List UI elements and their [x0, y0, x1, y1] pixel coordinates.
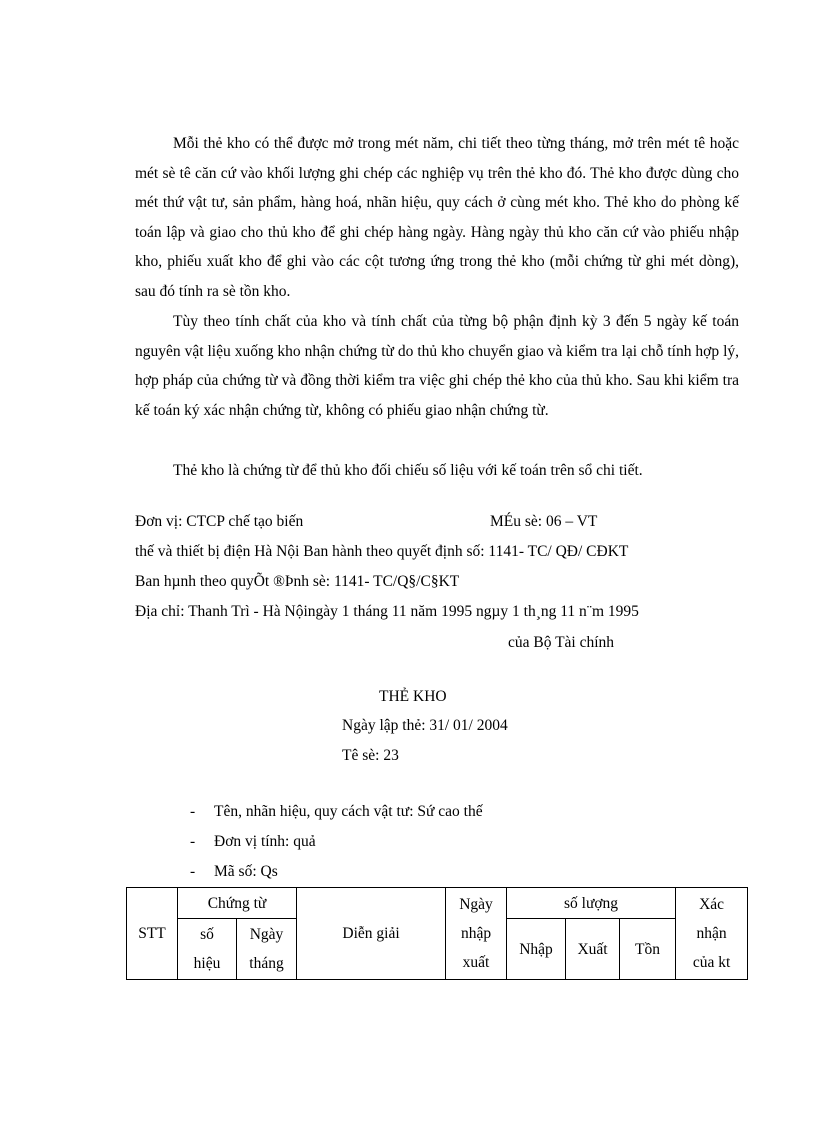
header-stt: STT [127, 888, 178, 980]
address-line: Địa chỉ: Thanh Trì - Hà Nộingày 1 tháng 11 năm 1995 ngµy 1 th¸ng 11 n¨m 1995 [135, 603, 639, 620]
header-chung-tu: Chứng từ [178, 888, 297, 919]
header-nhap: Nhập [507, 919, 566, 980]
header-so-luong: số lượng [507, 888, 676, 919]
list-item: - Đơn vị tính: quả [190, 833, 316, 850]
header-dien-giai: Diễn giải [297, 888, 446, 980]
item-details-list [190, 800, 483, 890]
header-ngay-nhap-xuat: Ngày nhập xuất [446, 888, 507, 980]
header-ton: Tồn [620, 919, 676, 980]
header-so-hieu: số hiệu [178, 919, 237, 980]
paragraph-stock-card-description: Mỗi thẻ kho có thể được mở trong mét năm, chi tiết theo từng tháng, mở trên mét tê hoặc mét sè tê căn cứ vào khối lượng ghi chép các nghiệp vụ trên thẻ kho đó. Thẻ kho được dùng cho mét thứ vật tư, sản phẩm, hàng hoá, nhãn hiệu, quy cách ở cùng mét kho. Thẻ kho do phòng kế toán lập và giao cho thủ kho để ghi chép hàng ngày. Hàng ngày thủ kho căn cứ vào phiếu nhập kho, phiếu xuất kho để ghi vào các cột tương ứng trong thẻ kho (mỗi chứng từ ghi mét dòng), sau đó tính ra sè tồn kho. [135, 135, 739, 300]
header-xuat: Xuất [566, 919, 620, 980]
form-number: MÉu sè: 06 – VT [490, 513, 598, 530]
card-date: Ngày lập thẻ: 31/ 01/ 2004 [342, 717, 508, 734]
list-item: - Mã số: Qs [190, 863, 278, 880]
list-item: - Tên, nhãn hiệu, quy cách vật tư: Sứ cao thế [190, 803, 483, 820]
issued-by-decision: Ban hµnh theo quyÕt ®Þnh sè: 1141- TC/Q§/C§KT [135, 573, 460, 590]
stock-card-table [126, 887, 748, 980]
paragraph-reconciliation: Thẻ kho là chứng từ để thủ kho đối chiếu số liệu với kế toán trên sổ chi tiết. [173, 462, 643, 479]
header-xac-nhan: Xác nhận của kt [676, 888, 748, 980]
unit-name: Đơn vị: CTCP chế tạo biến [135, 513, 304, 530]
card-title: THẺ KHO [379, 688, 447, 705]
header-ngay-thang: Ngày tháng [237, 919, 297, 980]
card-number: Tê sè: 23 [342, 747, 399, 764]
company-name-continued: thế và thiết bị điện Hà Nội Ban hành theo quyết định số: 1141- TC/ QĐ/ CĐKT [135, 543, 629, 560]
ministry-line: của Bộ Tài chính [508, 634, 615, 651]
paragraph-accounting-check: Tùy theo tính chất của kho và tính chất của từng bộ phận định kỳ 3 đến 5 ngày kế toán nguyên vật liệu xuống kho nhận chứng từ do thủ kho chuyển giao và kiểm tra lại chỗ tính hợp lý, hợp pháp của chứng từ và đồng thời kiểm tra việc ghi chép thẻ kho của thủ kho. Sau khi kiểm tra kế toán ký xác nhận chứng từ, không có phiếu giao nhận chứng từ. [135, 313, 739, 419]
